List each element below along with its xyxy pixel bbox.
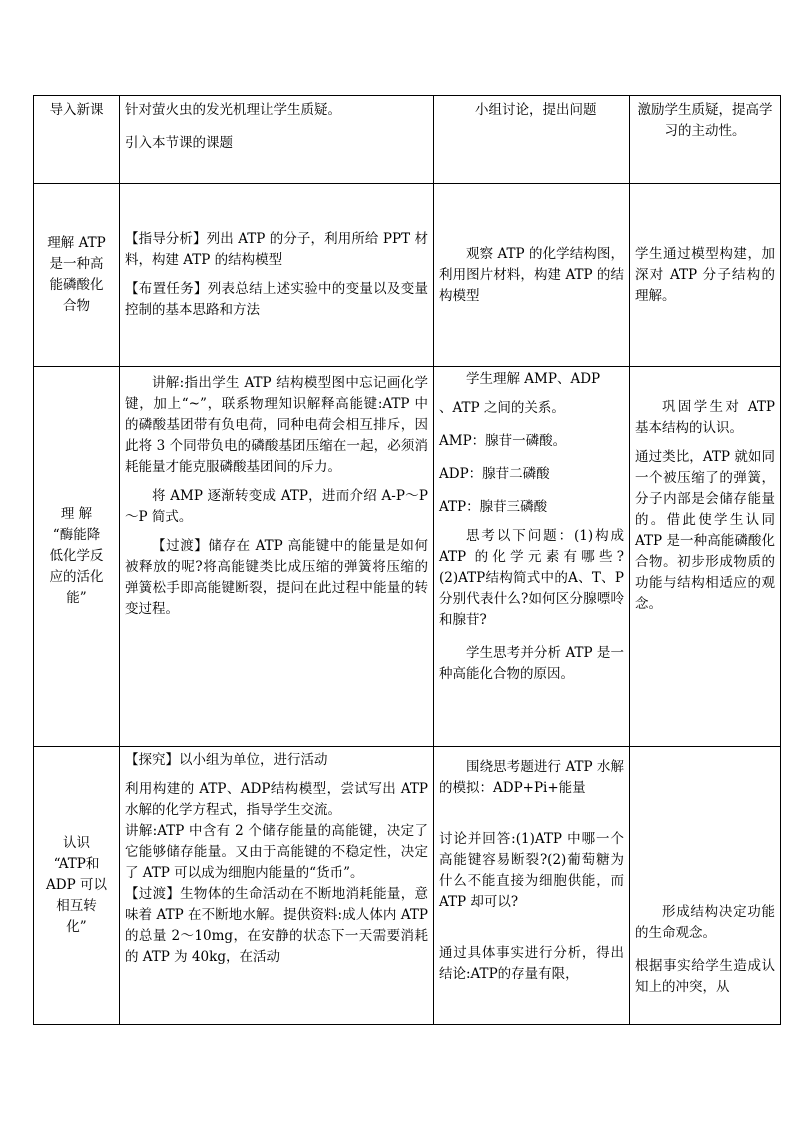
teacher-activity-cell [120, 747, 434, 1025]
section-title: 认识 [63, 835, 90, 851]
teacher-text: 讲解:指出学生 ATP 结构模型图中忘记画化学键，加上“~”，联系物理知识解释高能键:ATP 中的磷酸基团带有负电荷，同种电荷会相互排斥，因此将 3 个同带负电的磷酸基团压缩在一起，必须消耗能量才能克服磷酸基团间的斥力。 [125, 375, 428, 475]
section-title: 能” [66, 590, 87, 606]
section-title: 相互转 [56, 898, 97, 914]
student-text: 学生理解 AMP、ADP [466, 371, 601, 387]
teacher-text: 【指导分析】列出 ATP 的分子，利用所给 PPT 材料，构建 ATP 的结构模型 [125, 231, 428, 268]
section-cell [34, 184, 120, 367]
intent-text: 激励学生质疑，提高学习的主动性。 [637, 102, 773, 139]
section-title: “ATP和 [53, 856, 100, 872]
design-intent-cell [630, 747, 781, 1025]
student-activity-cell [434, 747, 630, 1025]
teacher-text: 针对萤火虫的发光机理让学生质疑。 [125, 102, 341, 118]
teacher-text: 【探究】以小组为单位，进行活动 [125, 752, 328, 768]
intent-text: 通过类比，ATP 就如同一个被压缩了的弹簧，分子内部是会储存能量的。借此使学生认同 ATP 是一种高能磷酸化合物。初步形成物质的功能与结构相适应的观念。 [635, 449, 775, 612]
teacher-text: 【过渡】生物体的生命活动在不断地消耗能量，意味着 ATP 在不断地水解。提供资料:成人体内 ATP 的总量 2～10mg，在安静的状态下一天需要消耗的 ATP 为 40kg，在活动 [125, 886, 428, 965]
section-title: 能磷酸化 [49, 277, 104, 293]
table-row [34, 367, 781, 747]
section-title: 导入新课 [49, 102, 104, 118]
student-text: 通过具体事实进行分析，得出结论:ATP的存量有限， [439, 945, 624, 982]
teacher-activity-cell [120, 367, 434, 747]
lesson-plan-table [33, 95, 781, 1025]
teacher-text: 【布置任务】列表总结上述实验中的变量以及变量控制的基本思路和方法 [125, 281, 428, 318]
table-row [34, 747, 781, 1025]
table-row [34, 96, 781, 184]
student-text: 讨论并回答:(1)ATP 中哪一个高能键容易断裂?(2)葡萄糖为什么不能直接为细胞供能，而 ATP 却可以? [439, 831, 624, 910]
student-activity-cell [434, 96, 630, 184]
design-intent-cell [630, 96, 781, 184]
section-title: ADP 可以 [46, 877, 107, 893]
student-text: 围绕思考题进行 ATP 水解的模拟：ADP+Pi+能量 [439, 759, 624, 796]
section-cell [34, 747, 120, 1025]
teacher-text: 将 AMP 逐渐转变成 ATP，进而介绍 A-P～P～P 简式。 [125, 488, 428, 525]
student-text: ATP：腺苷三磷酸 [439, 499, 548, 515]
section-cell [34, 367, 120, 747]
section-title: 理 解 [60, 506, 93, 522]
intent-text: 形成结构决定功能的生命观念。 [635, 904, 775, 941]
student-text: ADP：腺苷二磷酸 [439, 466, 550, 482]
section-title: 理解 ATP [47, 235, 106, 251]
section-title: “酶能降 [52, 527, 101, 543]
student-text: 小组讨论，提出问题 [475, 102, 597, 118]
section-title: 低化学反 [49, 548, 104, 564]
student-activity-cell [434, 367, 630, 747]
teacher-text: 讲解:ATP 中含有 2 个储存能量的高能键，决定了它能够储存能量。又由于高能键的不稳定性，决定了 ATP 可以成为细胞内能量的“货币”。 [125, 823, 428, 881]
section-title: 是一种高 [49, 256, 104, 272]
student-text: 学生思考并分析 ATP 是一种高能化合物的原因。 [439, 645, 624, 682]
teacher-activity-cell [120, 184, 434, 367]
section-title: 合物 [63, 298, 90, 314]
student-text: 观察 ATP 的化学结构图，利用图片材料，构建 ATP 的结构模型 [439, 245, 624, 304]
design-intent-cell [630, 184, 781, 367]
section-cell [34, 96, 120, 184]
teacher-activity-cell [120, 96, 434, 184]
teacher-text: 引入本节课的课题 [125, 135, 233, 151]
teacher-text: 【过渡】储存在 ATP 高能键中的能量是如何被释放的呢?将高能键类比成压缩的弹簧将压缩的弹簧松手即高能键断裂，提问在此过程中能量的转变过程。 [125, 538, 428, 617]
intent-text: 根据事实给学生造成认知上的冲突，从 [635, 958, 775, 995]
section-title: 应的活化 [49, 569, 104, 585]
teacher-text: 利用构建的 ATP、ADP结构模型，尝试写出 ATP 水解的化学方程式，指导学生交流。 [125, 781, 428, 818]
section-title: 化” [66, 919, 87, 935]
design-intent-cell [630, 367, 781, 747]
intent-text: 巩固学生对 ATP 基本结构的认识。 [635, 399, 775, 436]
student-activity-cell [434, 184, 630, 367]
student-text: AMP：腺苷一磷酸。 [439, 433, 567, 449]
intent-text: 学生通过模型构建，加深对 ATP 分子结构的理解。 [635, 245, 775, 304]
student-text: 思考以下问题：(1)构成 ATP 的化学元素有哪些?(2)ATP结构简式中的A、T、P分别代表什么?如何区分腺嘌呤和腺苷? [439, 528, 624, 628]
student-text: 、ATP 之间的关系。 [439, 400, 565, 416]
table-row [34, 184, 781, 367]
